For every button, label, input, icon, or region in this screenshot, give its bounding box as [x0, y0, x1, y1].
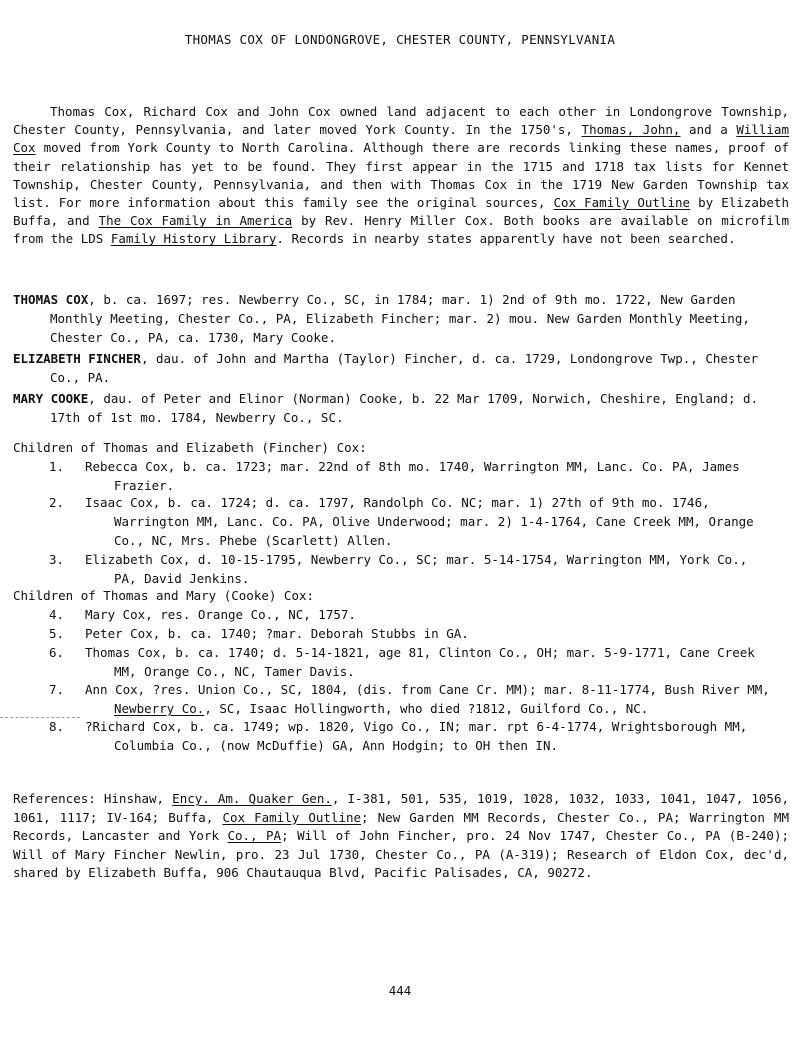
references-co-pa-underlined: Co., PA [227, 828, 282, 843]
source-title-cox-family-outline: Cox Family Outline [222, 809, 362, 825]
children-heading-mary: Children of Thomas and Mary (Cooke) Cox: [13, 588, 315, 603]
child-number: 3. [49, 552, 65, 567]
intro-paragraph [13, 103, 789, 249]
child-number: 1. [49, 459, 65, 474]
child-number: 8. [49, 719, 65, 734]
child-number: 4. [49, 607, 65, 622]
child-number: 6. [49, 645, 65, 660]
children-heading-elizabeth: Children of Thomas and Elizabeth (Fincher) Cox: [13, 440, 367, 455]
references-text: ; New Garden MM Records, Chester Co., PA; Warrington MM Records, Lancaster and York [13, 809, 789, 843]
intro-text: . Records in nearby states apparently have not been searched. [276, 231, 736, 247]
child-details-text: Ann Cox, ?res. Union Co., SC, 1804, (dis. from Cane Cr. MM); mar. 8-11-1774, Bush River MM, [85, 682, 770, 697]
child-details: ?Richard Cox, b. ca. 1749; wp. 1820, Vigo Co., IN; mar. rpt 6-4-1774, Wrightsborough MM, Columbia Co., (now McDuffie) GA, Ann Hodgin; to OH then IN. [85, 719, 748, 753]
book-title-cox-family-outline: Cox Family Outline [553, 195, 691, 211]
child-number: 2. [49, 495, 65, 510]
page-number: 444 [388, 983, 412, 998]
person-details: , dau. of Peter and Elinor (Norman) Cooke, b. 22 Mar 1709, Norwich, Cheshire, England; d. 17th of 1st mo. 1784, Newberry Co., SC. [50, 391, 759, 425]
references-paragraph [13, 790, 789, 883]
newberry-co-underlined: Newberry Co. [114, 701, 205, 716]
references-text: ; Will of John Fincher, pro. 24 Nov 1747, Chester Co., PA (B-240); Will of Mary Fincher Newlin, pro. 23 Jul 1730, Chester Co., PA (A-319); Research of Eldon Cox, dec'd, shared by Elizabeth Buffa, 906 Chautauqua Blvd, Pacific Palisades, CA, 90272. [13, 828, 790, 880]
scan-artifact-line [0, 717, 80, 719]
page-title: THOMAS COX OF LONDONGROVE, CHESTER COUNTY, PENNSYLVANIA [184, 32, 616, 47]
child-details: Thomas Cox, b. ca. 1740; d. 5-14-1821, age 81, Clinton Co., OH; mar. 5-9-1771, Cane Creek MM, Orange Co., NC, Tamer Davis. [85, 645, 755, 679]
person-entry-mary-cooke [13, 389, 789, 427]
person-details: , b. ca. 1697; res. Newberry Co., SC, in 1784; mar. 1) 2nd of 9th mo. 1722, New Garden Monthly Meeting, Chester Co., PA, Elizabeth Fincher; mar. 2) mou. New Garden Monthly Meeting, Chester Co., PA, ca. 1730, Mary Cooke. [50, 292, 750, 345]
intro-text: by Rev. Henry Miller Cox. Both books are available on microfilm from the LDS [13, 213, 789, 247]
book-title-cox-family-in-america: The Cox Family in America [98, 213, 293, 229]
person-name: THOMAS COX [13, 292, 89, 307]
person-entries [13, 290, 789, 429]
child-details: Rebecca Cox, b. ca. 1723; mar. 22nd of 8th mo. 1740, Warrington MM, Lanc. Co. PA, James Frazier. [85, 459, 740, 493]
intro-text: Thomas Cox, Richard Cox and John Cox owned land adjacent to each other in Londongrove Township, Chester County, Pennsylvania, and later moved York County. In the 1750's, [13, 104, 789, 138]
intro-names-underlined: Thomas, John, [581, 122, 681, 138]
person-details: , dau. of John and Martha (Taylor) Fincher, d. ca. 1729, Londongrove Twp., Chester Co., PA. [50, 351, 759, 385]
child-number: 5. [49, 626, 65, 641]
child-entry [49, 550, 774, 588]
references-text: Hinshaw, [95, 791, 173, 806]
child-entry [49, 680, 774, 718]
child-details: Elizabeth Cox, d. 10-15-1795, Newberry Co., SC; mar. 5-14-1754, Warrington MM, York Co., PA, David Jenkins. [85, 552, 748, 586]
source-title-quaker-genealogy: Ency. Am. Quaker Gen. [172, 791, 332, 806]
person-entry-elizabeth-fincher [13, 349, 789, 387]
references-text: , I-381, 501, 535, 1019, 1028, 1032, 1033, 1041, 1047, 1056, 1061, 1117; IV-164; Buffa, [13, 791, 789, 825]
child-entry [49, 457, 774, 495]
intro-william-cox-underlined: William Cox [13, 122, 789, 156]
person-name: ELIZABETH FINCHER [13, 351, 141, 366]
child-entry [49, 717, 774, 755]
child-entry [49, 493, 774, 550]
references-label: References: [13, 791, 96, 806]
family-history-library-underlined: Family History Library [110, 231, 277, 247]
person-name: MARY COOKE [13, 391, 89, 406]
child-entry [49, 624, 774, 643]
person-entry-thomas-cox [13, 290, 789, 347]
child-number: 7. [49, 682, 65, 697]
intro-text: by Elizabeth Buffa, and [13, 195, 789, 229]
intro-text: and a [680, 122, 737, 138]
intro-text: moved from York County to North Carolina. Although there are records linking these names, proof of their relationship has yet to be found. They first appear in the 1715 and 1718 tax lists for Kennet Township, Chester County, Pennsylvania, and then with Thomas Cox in the 1719 New Garden Township tax list. For more information about this family see the original sources, [13, 140, 789, 211]
child-details: Mary Cox, res. Orange Co., NC, 1757. [85, 607, 356, 622]
child-details: Peter Cox, b. ca. 1740; ?mar. Deborah Stubbs in GA. [85, 626, 469, 641]
child-entry [49, 605, 774, 624]
child-details-text: , SC, Isaac Hollingworth, who died ?1812, Guilford Co., NC. [204, 701, 649, 716]
child-entry [49, 643, 774, 681]
child-details [85, 680, 774, 718]
child-details: Isaac Cox, b. ca. 1724; d. ca. 1797, Randolph Co. NC; mar. 1) 27th of 9th mo. 1746, Warrington MM, Lanc. Co. PA, Olive Underwood; mar. 2) 1-4-1764, Cane Creek MM, Orange Co., NC, Mrs. Phebe (Scarlett) Allen. [85, 495, 754, 548]
